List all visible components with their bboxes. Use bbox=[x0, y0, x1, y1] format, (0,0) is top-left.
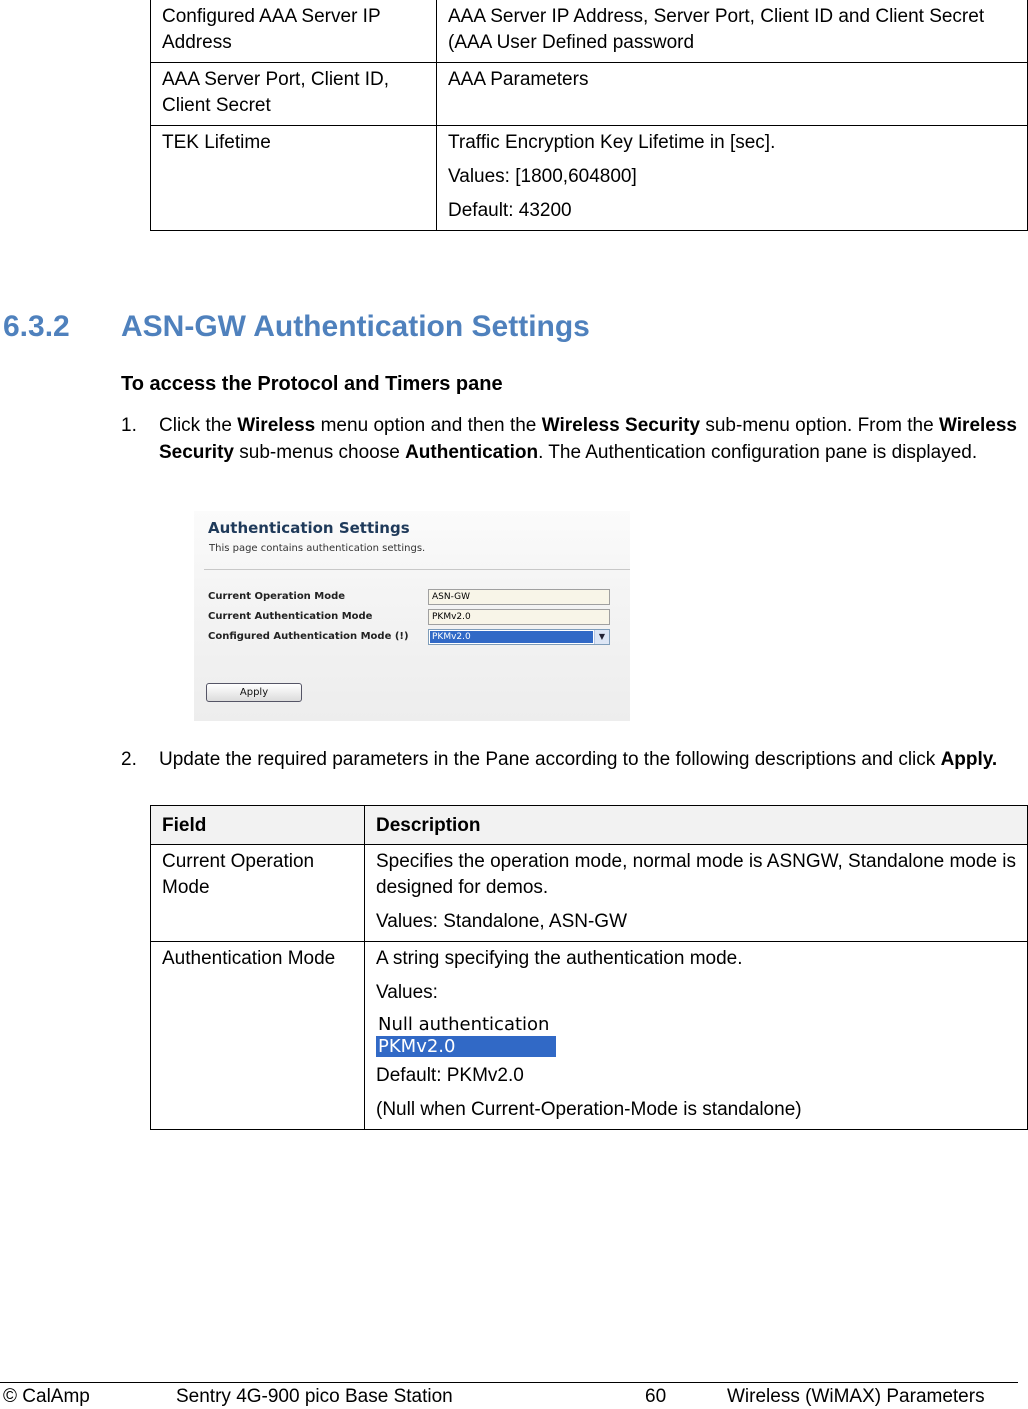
field-cell: Current Operation Mode bbox=[151, 845, 365, 942]
description-values-label: Values: bbox=[376, 982, 438, 1003]
step-number: 2. bbox=[121, 749, 137, 770]
menu-authentication: Authentication bbox=[405, 442, 539, 463]
header-description: Description bbox=[365, 806, 1028, 845]
current-operation-mode-field: ASN-GW bbox=[428, 589, 610, 605]
footer-chapter: Wireless (WiMAX) Parameters bbox=[727, 1386, 985, 1407]
description-text: AAA Server IP Address, Server Port, Client ID and Client Secret (AAA User Defined password bbox=[448, 6, 985, 53]
procedure-title: To access the Protocol and Timers pane bbox=[121, 373, 503, 395]
description-text: A string specifying the authentication mode. bbox=[376, 948, 743, 969]
authentication-settings-pane bbox=[194, 511, 630, 721]
description-cell bbox=[365, 845, 1028, 942]
chevron-down-icon[interactable]: ▼ bbox=[594, 630, 609, 644]
authentication-fields-table bbox=[150, 805, 1028, 1130]
text-run: Click the bbox=[159, 415, 238, 436]
description-default: Default: PKMv2.0 bbox=[376, 1065, 524, 1086]
aaa-parameters-table bbox=[150, 0, 1028, 231]
option-pkmv2: PKMv2.0 bbox=[376, 1036, 556, 1057]
configured-authentication-mode-label: Configured Authentication Mode (!) bbox=[208, 631, 409, 642]
table-row bbox=[151, 942, 1028, 1130]
current-authentication-mode-field: PKMv2.0 bbox=[428, 609, 610, 625]
table-row bbox=[151, 63, 1028, 126]
step-text bbox=[159, 746, 1017, 773]
footer-page-number: 60 bbox=[645, 1386, 667, 1407]
divider bbox=[204, 569, 630, 570]
text-run: . The Authentication configuration pane is displayed. bbox=[538, 442, 978, 463]
text-run: sub-menu option. From the bbox=[700, 415, 939, 436]
option-null-authentication: Null authentication bbox=[378, 1014, 550, 1035]
table-row bbox=[151, 126, 1028, 231]
menu-wireless-security: Wireless Security bbox=[541, 415, 701, 436]
table-header-row bbox=[151, 806, 1028, 845]
selected-option: PKMv2.0 bbox=[430, 631, 593, 643]
authentication-mode-options bbox=[376, 1014, 556, 1057]
text-run: menu option and then the bbox=[315, 415, 542, 436]
footer-copyright: © CalAmp bbox=[3, 1386, 90, 1407]
footer-divider bbox=[0, 1382, 1018, 1383]
step-number: 1. bbox=[121, 415, 137, 436]
field-cell: Authentication Mode bbox=[151, 942, 365, 1130]
header-field: Field bbox=[151, 806, 365, 845]
text-run: Update the required parameters in the Pane according to the following descriptions and click bbox=[159, 749, 941, 770]
current-operation-mode-label: Current Operation Mode bbox=[208, 591, 346, 602]
section-heading bbox=[3, 310, 590, 344]
table-row bbox=[151, 0, 1028, 63]
description-cell bbox=[437, 126, 1028, 231]
text-run: sub-menus choose bbox=[233, 442, 406, 463]
footer-product: Sentry 4G-900 pico Base Station bbox=[176, 1386, 453, 1407]
field-cell: TEK Lifetime bbox=[151, 126, 437, 231]
description-text: AAA Parameters bbox=[448, 69, 589, 90]
apply-reference: Apply. bbox=[940, 749, 998, 770]
section-number: 6.3.2 bbox=[3, 310, 70, 343]
description-text: Traffic Encryption Key Lifetime in [sec]. bbox=[448, 132, 776, 153]
apply-button[interactable]: Apply bbox=[206, 683, 302, 702]
field-cell: Configured AAA Server IP Address bbox=[151, 0, 437, 63]
description-cell bbox=[365, 942, 1028, 1130]
menu-wireless-security: Wireless Security bbox=[159, 415, 1017, 463]
table-row bbox=[151, 845, 1028, 942]
pane-subtitle: This page contains authentication settings. bbox=[209, 543, 426, 554]
description-values: Values: [1800,604800] bbox=[448, 166, 637, 187]
step-text bbox=[159, 412, 1017, 466]
description-cell bbox=[437, 0, 1028, 63]
description-values: Values: Standalone, ASN-GW bbox=[376, 911, 627, 932]
step-2 bbox=[121, 746, 1017, 773]
description-text: Specifies the operation mode, normal mode is ASNGW, Standalone mode is designed for demos. bbox=[376, 851, 1017, 898]
pane-title: Authentication Settings bbox=[208, 519, 410, 537]
field-cell: AAA Server Port, Client ID, Client Secret bbox=[151, 63, 437, 126]
description-cell bbox=[437, 63, 1028, 126]
step-1 bbox=[121, 412, 1017, 466]
description-note: (Null when Current-Operation-Mode is standalone) bbox=[376, 1099, 802, 1120]
configured-authentication-mode-select[interactable] bbox=[428, 629, 610, 645]
section-title: ASN-GW Authentication Settings bbox=[121, 310, 590, 343]
menu-wireless: Wireless bbox=[237, 415, 316, 436]
current-authentication-mode-label: Current Authentication Mode bbox=[208, 611, 373, 622]
description-default: Default: 43200 bbox=[448, 200, 572, 221]
